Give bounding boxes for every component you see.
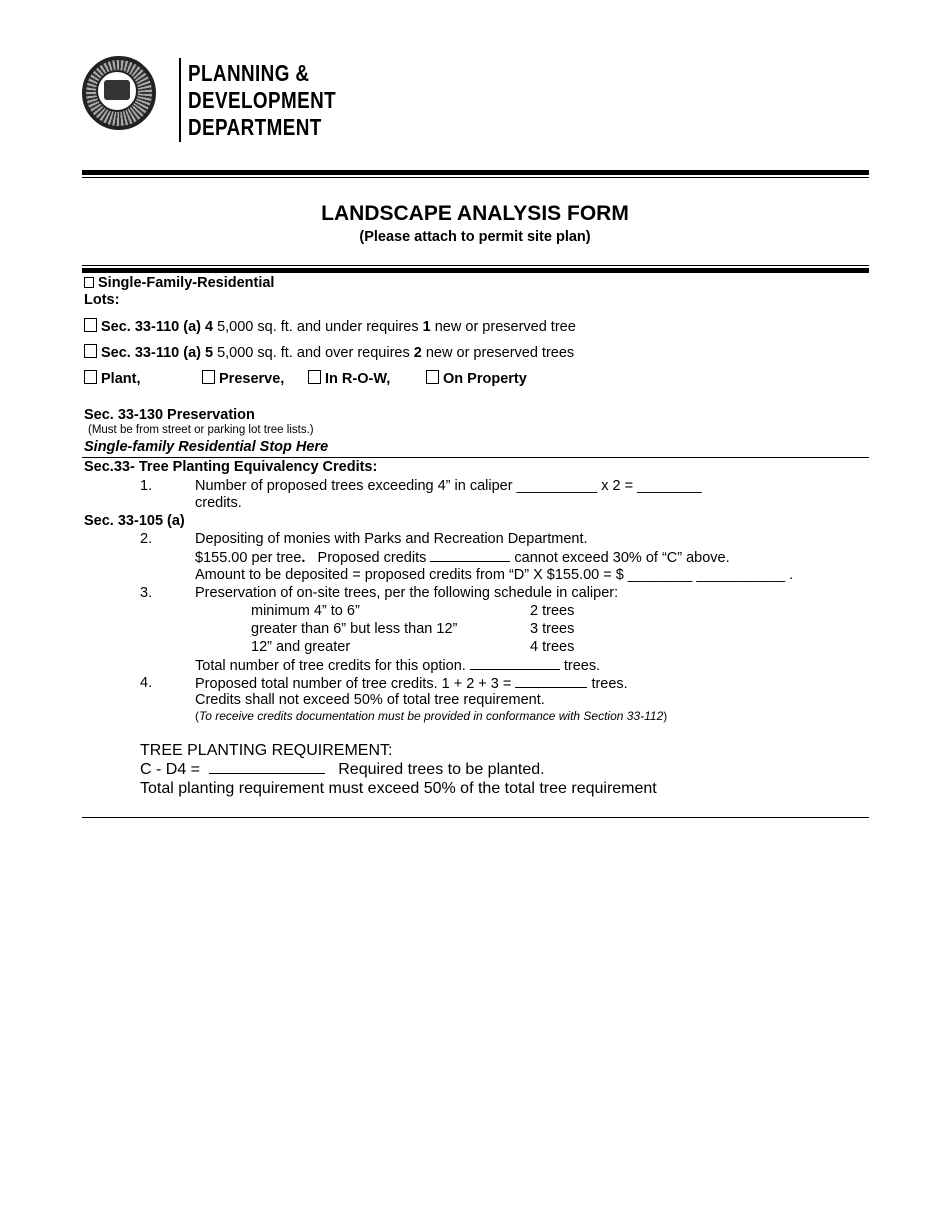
required-trees-label: Required trees to be planted. [338,761,545,778]
sfr-heading-row [84,275,274,291]
item-4-line-1 [195,675,628,692]
exceed-note: cannot exceed 30% of “C” above. [514,550,730,566]
item-4-label: Proposed total number of tree credits. 1 + 2 + 3 = [195,676,512,692]
item-3-line-1: Preservation of on-site trees, per the following schedule in caliper: [195,585,619,601]
item-4-line-2: Credits shall not exceed 50% of total tree requirement. [195,692,545,708]
property-label: On Property [443,371,527,387]
item-3-total-label: Total number of tree credits for this option. [195,658,466,674]
dept-line-3: DEPARTMENT [188,114,322,140]
note-close: ) [663,709,668,723]
preservation-heading: Sec. 33-130 Preservation [84,407,255,423]
opt2-section: Sec. 33-110 (a) 5 [101,345,214,361]
requirement-formula-row [140,761,545,779]
item-3-total [195,657,600,674]
plant-label: Plant, [101,371,141,387]
header-divider [179,58,181,142]
plant-option [84,370,140,387]
city-seal-logo [82,56,156,130]
opt1-text: 5,000 sq. ft. and under requires [213,319,423,335]
opt2-text: 5,000 sq. ft. and over requires [213,345,414,361]
department-name [188,60,336,141]
item-2-line-3: Amount to be deposited = proposed credits from “D” X $155.00 = $ ________ ___________ . [195,567,794,583]
sfr-option-1 [84,318,576,335]
preserve-option [202,370,284,387]
item-2-number: 2. [140,531,153,547]
row-label: In R-O-W, [325,371,391,387]
price-dot: . [301,550,306,566]
preservation-note: (Must be from street or parking lot tree lists.) [88,424,314,436]
item-1-credits: credits. [195,495,242,511]
seal-inner [96,70,138,112]
form-subtitle: (Please attach to permit site plan) [359,229,591,245]
item-4-number: 4. [140,675,153,691]
footer-rule [82,817,869,818]
preserve-label: Preserve, [219,371,285,387]
sfr-option-2 [84,344,574,361]
row-checkbox[interactable] [308,370,321,384]
item-1-number: 1. [140,478,153,494]
requirement-heading: TREE PLANTING REQUIREMENT: [140,742,393,759]
proposed-credits-label: Proposed credits [317,550,427,566]
schedule-range-2: greater than 6” but less than 12” [251,621,458,637]
dept-line-2: DEVELOPMENT [188,87,337,113]
property-option [426,370,527,387]
schedule-trees-1: 2 trees [530,603,575,619]
sec-110-a4-checkbox[interactable] [84,318,97,332]
required-trees-field[interactable] [209,761,325,774]
formula-label: C - D4 = [140,761,201,778]
proposed-credits-field[interactable] [430,549,510,562]
opt2-tail: new or preserved trees [421,345,575,361]
section-rule-thin [82,265,869,266]
schedule-trees-3: 4 trees [530,639,575,655]
item-3-trees-unit: trees. [563,658,601,674]
property-checkbox[interactable] [426,370,439,384]
opt1-num: 1 [422,319,431,335]
section-rule [82,268,869,273]
plant-checkbox[interactable] [84,370,97,384]
preservation-rule [82,457,869,458]
opt1-section: Sec. 33-110 (a) 4 [101,319,214,335]
item-3-total-field[interactable] [470,657,560,670]
item-4-trees-unit: trees. [591,676,628,692]
schedule-range-3: 12” and greater [251,639,351,655]
dept-line-1: PLANNING & [188,60,310,86]
credits-heading: Sec.33- Tree Planting Equivalency Credits: [84,459,378,475]
item-2-line-2 [195,549,730,566]
sec-110-a5-checkbox[interactable] [84,344,97,358]
lots-label: Lots: [84,292,120,308]
sfr-stop-here: Single-family Residential Stop Here [84,439,329,455]
row-option [308,370,390,387]
item-1-text: Number of proposed trees exceeding 4” in caliper __________ x 2 = ________ [195,478,702,494]
schedule-trees-2: 3 trees [530,621,575,637]
sfr-heading: Single-Family-Residential [98,275,275,291]
header-rule-thin [82,177,869,178]
price-per-tree: $155.00 per tree [195,550,302,566]
sfr-checkbox[interactable] [84,277,94,288]
item-4-note [195,709,667,723]
note-text: To receive credits documentation must be provided in conformance with Section 33-112 [199,709,664,723]
opt1-tail: new or preserved tree [430,319,576,335]
requirement-total: Total planting requirement must exceed 50% of the total tree requirement [140,780,657,797]
item-2-line-1: Depositing of monies with Parks and Recreation Department. [195,531,588,547]
item-3-number: 3. [140,585,153,601]
opt2-num: 2 [413,345,422,361]
seal-emblem [104,80,130,100]
preserve-checkbox[interactable] [202,370,215,384]
sec-105-heading: Sec. 33-105 (a) [84,513,185,529]
schedule-range-1: minimum 4” to 6” [251,603,360,619]
form-title: LANDSCAPE ANALYSIS FORM [321,202,629,225]
note-open: ( [195,709,199,723]
total-credits-field[interactable] [515,675,587,688]
header-rule [82,170,869,175]
